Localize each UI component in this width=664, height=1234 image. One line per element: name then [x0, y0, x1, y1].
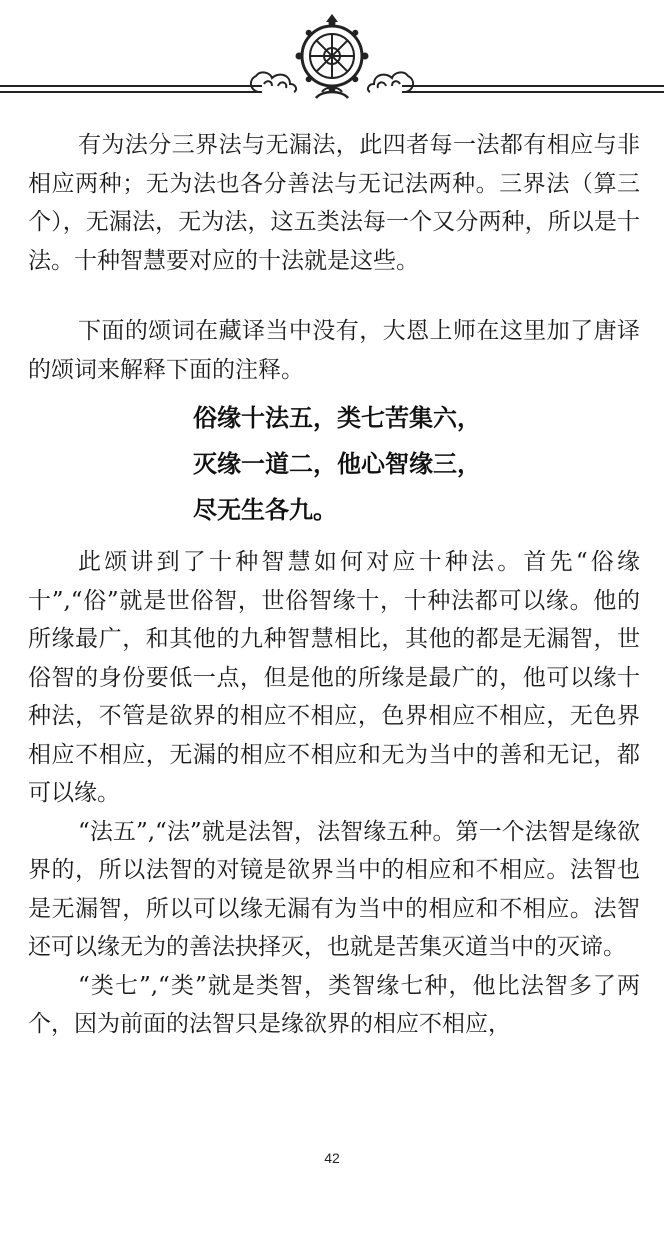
paragraph-dharma-wisdom: “法五”,“法”就是法智，法智缘五种。第一个法智是缘欲界的，所以法智的对镜是欲界当中的相应和不相应。法智也是无漏智，所以可以缘无漏有为当中的相应和不相应。法智还可以缘无为的善法抉择灭，也就是苦集灭道当中的灭谛。 — [28, 818, 640, 960]
verse-block — [193, 395, 640, 533]
paragraph-tang-verse-intro: 下面的颂词在藏译当中没有，大恩上师在这里加了唐译的颂词来解释下面的注释。 — [28, 318, 640, 383]
page-body — [28, 126, 640, 1044]
paragraph-worldly-wisdom: 此颂讲到了十种智慧如何对应十种法。首先“俗缘十”,“俗”就是世俗智，世俗智缘十，十种法都可以缘。他的所缘最广，和其他的九种智慧相比，其他的都是无漏智，世俗智的身份要低一点，但是他的所缘是最广的，他可以缘十种法，不管是欲界的相应不相应，色界相应不相应，无色界相应不相应，无漏的相应不相应和无为当中的善和无记，都可以缘。 — [28, 549, 640, 806]
paragraph-ten-dharmas: 有为法分三界法与无漏法，此四者每一法都有相应与非相应两种；无为法也各分善法与无记法两种。三界法（算三个），无漏法，无为法，这五类法每一个又分两种，所以是十法。十种智慧要对应的十法就是这些。 — [28, 132, 640, 274]
paragraph-subsequent-wisdom: “类七”,“类”就是类智，类智缘七种，他比法智多了两个，因为前面的法智只是缘欲界的相应不相应， — [28, 972, 640, 1037]
cloud-left-icon — [251, 72, 296, 92]
cloud-right-icon — [368, 72, 413, 92]
verse-line: 灭缘一道二，他心智缘三， — [193, 450, 481, 478]
page-header — [0, 0, 664, 110]
verse-line: 尽无生各九。 — [193, 496, 337, 524]
page-number: 42 — [324, 1150, 340, 1166]
verse-line: 俗缘十法五，类七苦集六， — [193, 404, 481, 432]
dharma-wheel-icon — [296, 14, 369, 98]
header-ornament — [0, 0, 664, 110]
